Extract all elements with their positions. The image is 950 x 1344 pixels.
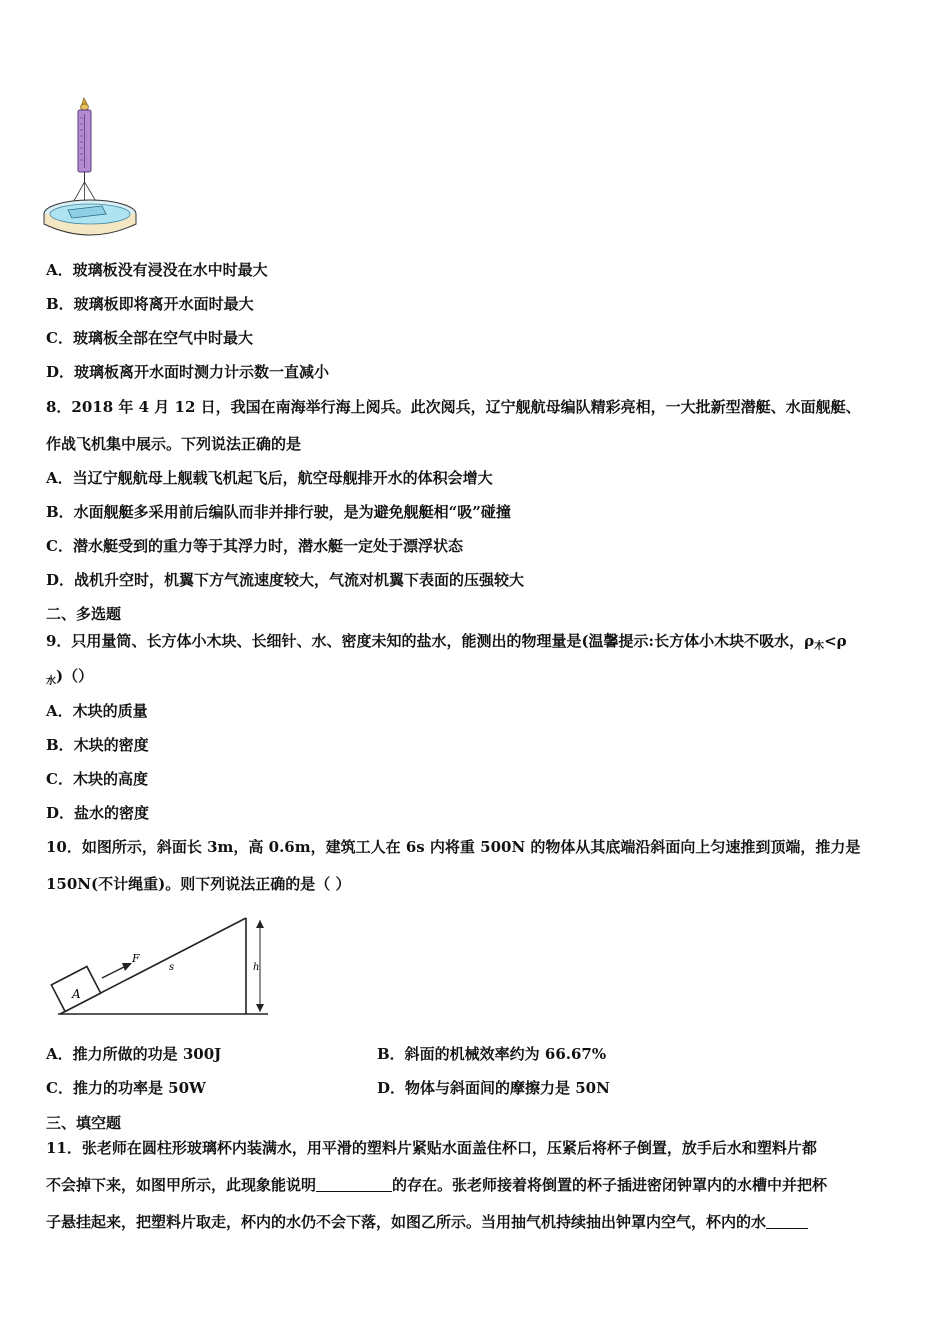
spring-scale-water-figure: [40, 96, 150, 241]
q7-option-c[interactable]: C．玻璃板全部在空气中时最大: [46, 329, 253, 347]
force-label: F: [132, 952, 140, 965]
q8-stem-line1: 8．2018 年 4 月 12 日，我国在南海举行海上阅兵。此次阅兵，辽宁舰航母编队精彩亮相，一大批新型潜艇、水面舰艇、: [46, 398, 861, 416]
q8-stem-line2: 作战飞机集中展示。下列说法正确的是: [46, 435, 302, 453]
q10-option-c[interactable]: C．推力的功率是 50W: [46, 1079, 206, 1097]
q10-option-a[interactable]: A．推力所做的功是 300J: [46, 1045, 222, 1063]
q9-option-c[interactable]: C．木块的高度: [46, 770, 148, 788]
section-heading-fill-in: 三、填空题: [46, 1114, 122, 1132]
q7-option-b[interactable]: B．玻璃板即将离开水面时最大: [46, 295, 254, 313]
block-label: A: [72, 987, 81, 1001]
inclined-plane-figure: [48, 910, 278, 1022]
q11-blank-1[interactable]: [316, 1176, 392, 1192]
q9-option-d[interactable]: D．盐水的密度: [46, 804, 150, 822]
q11-stem-line3: 子悬挂起来，把塑料片取走，杯内的水仍不会下落，如图乙所示。当用抽气机持续抽出钟罩内空气，杯内的水: [46, 1212, 808, 1232]
q9-stem-line2: $_水$)（）: [46, 667, 94, 687]
length-label: s: [169, 962, 175, 973]
q9-stem-line1: 9．只用量筒、长方体小木块、长细针、水、密度未知的盐水，能测出的物理量是(温馨提示:长方体小木块不吸水，$\rho_木<\rho$: [46, 632, 847, 652]
height-label: h: [253, 962, 260, 973]
q7-option-d[interactable]: D．玻璃板离开水面时测力计示数一直减小: [46, 363, 330, 381]
q11-blank-2[interactable]: [766, 1213, 808, 1229]
q7-option-a[interactable]: A．玻璃板没有浸没在水中时最大: [46, 261, 268, 279]
q10-stem-line2: 150N(不计绳重)。则下列说法正确的是（ ）: [46, 875, 351, 893]
section-heading-multiple-choice: 二、多选题: [46, 605, 122, 623]
q11-stem-line1: 11．张老师在圆柱形玻璃杯内装满水，用平滑的塑料片紧贴水面盖住杯口，压紧后将杯子倒置，放手后水和塑料片都: [46, 1139, 817, 1157]
q9-option-a[interactable]: A．木块的质量: [46, 702, 148, 720]
q8-option-b[interactable]: B．水面舰艇多采用前后编队而非并排行驶，是为避免舰艇相“吸”碰撞: [46, 503, 511, 521]
q10-option-d[interactable]: D．物体与斜面间的摩擦力是 50N: [377, 1079, 610, 1097]
q8-option-d[interactable]: D．战机升空时，机翼下方气流速度较大，气流对机翼下表面的压强较大: [46, 571, 525, 589]
q8-option-c[interactable]: C．潜水艇受到的重力等于其浮力时，潜水艇一定处于漂浮状态: [46, 537, 463, 555]
q9-option-b[interactable]: B．木块的密度: [46, 736, 149, 754]
q8-option-a[interactable]: A．当辽宁舰航母上舰载飞机起飞后，航空母舰排开水的体积会增大: [46, 469, 493, 487]
q10-option-b[interactable]: B．斜面的机械效率约为 66.67%: [377, 1045, 607, 1063]
q10-stem-line1: 10．如图所示，斜面长 3m，高 0.6m，建筑工人在 6s 内将重 500N 的物体从其底端沿斜面向上匀速推到顶端，推力是: [46, 838, 861, 856]
q11-stem-line2: 不会掉下来，如图甲所示，此现象能说明 的存在。张老师接着将倒置的杯子插进密闭钟罩内的水槽中并把杯: [46, 1176, 828, 1194]
